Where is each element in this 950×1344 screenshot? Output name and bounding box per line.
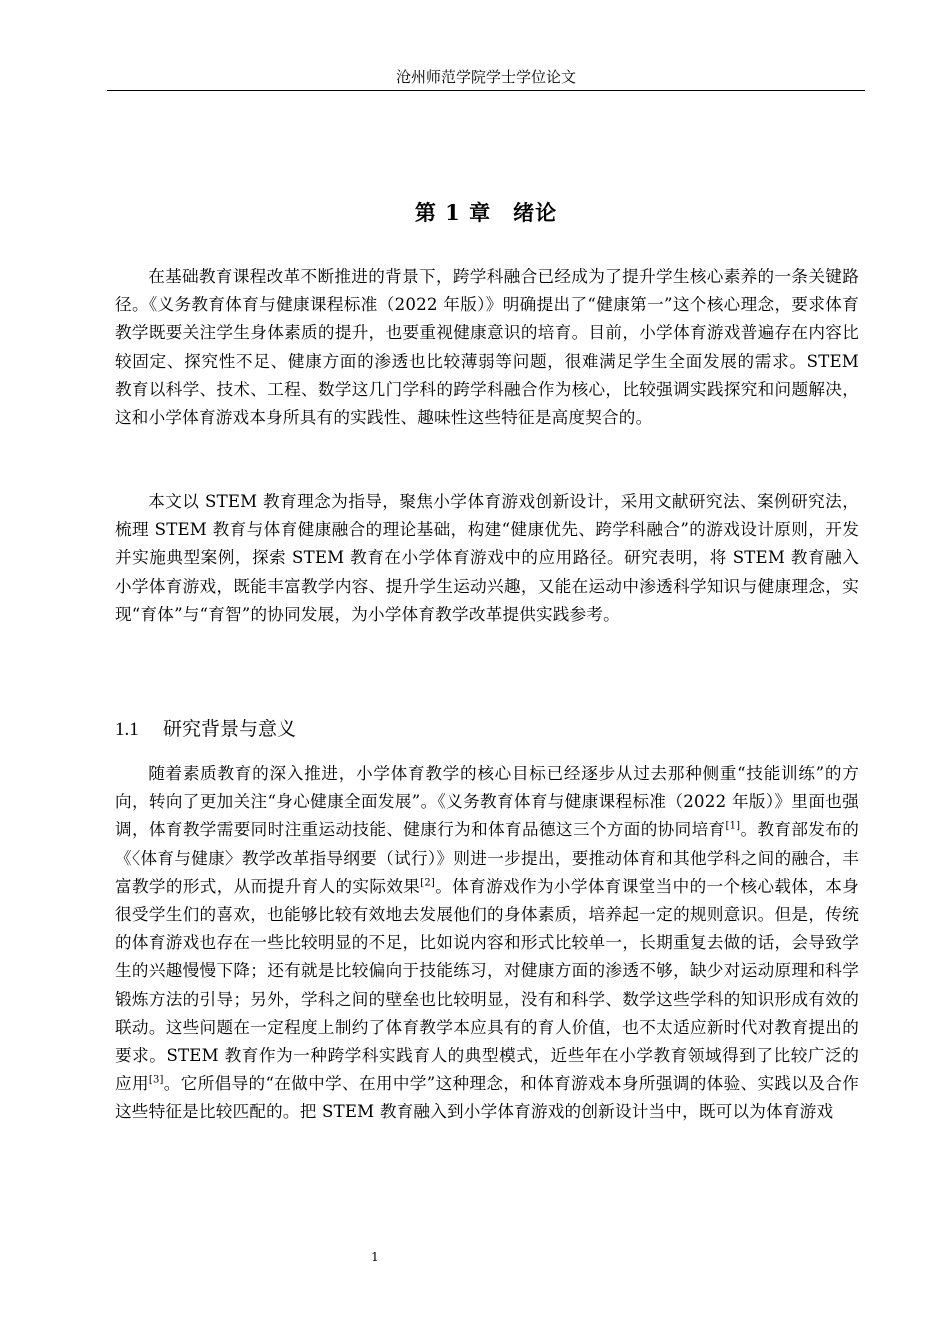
text-run: 。体育游戏作为小学体育课堂当中的一个核心载体，本身很受学生们的喜欢，也能够比较有效地去发展他们的身体素质，培养起一定的规则意识。但是，传统的体育游戏也存在一些比较明显的不足，比如说内容和形式比较单一，长期重复去做的话，会导致学生的兴趣慢慢下降；还有就是比较偏向于技能练习，对健康方面的渗透不够，缺少对运动原理和科学锻炼方法的引导；另外，学科之间的壁垒也比较明显，没有和科学、数学这些学科的知识形成有效的联动。这些问题在一定程度上制约了体育教学本应具有的育人价值，也不太适应新时代对教育提出的要求。STEM 教育作为一种跨学科实践育人的典型模式，近些年在小学教育领域得到了比较广泛的应用: [115, 876, 859, 1094]
section-title: 研究背景与意义: [163, 718, 297, 740]
intro-paragraph-1: 在基础教育课程改革不断推进的背景下，跨学科融合已经成为了提升学生核心素养的一条关键路径。《义务教育体育与健康课程标准（2022 年版）》明确提出了“健康第一”这个核心理念，要求体育教学既要关注学生身体素质的提升，也要重视健康意识的培育。目前，小学体育游戏普遍存在内容比较固定、探究性不足、健康方面的渗透也比较薄弱等问题，很难满足学生全面发展的需求。STEM 教育以科学、技术、工程、数学这几门学科的跨学科融合作为核心，比较强调实践探究和问题解决，这和小学体育游戏本身所具有的实践性、趣味性这些特征是高度契合的。: [115, 267, 859, 428]
header-rule: [107, 90, 865, 91]
citation-2[interactable]: [2]: [420, 877, 436, 889]
section-heading: [115, 715, 296, 744]
section-number: 1.1: [115, 719, 139, 740]
running-header: 沧州师范学院学士学位论文: [395, 68, 576, 86]
chapter-heading: [107, 198, 865, 228]
citation-1[interactable]: [1]: [725, 820, 741, 832]
text-run: 。教育部发布的《〈体育与健康〉教学改革指导纲要（试行）》则进一步提出，要推动体育和其他学科之间的融合，丰富教学的形式，从而提升育人的实际效果: [115, 820, 859, 896]
chapter-title: 绪论: [513, 200, 558, 225]
section-paragraph-1: [115, 760, 859, 1127]
intro-paragraph-2: 本文以 STEM 教育理念为指导，聚焦小学体育游戏创新设计，采用文献研究法、案例研究法，梳理 STEM 教育与体育健康融合的理论基础，构建“健康优先、跨学科融合”的游戏设计原则，开发并实施典型案例，探索 STEM 教育在小学体育游戏中的应用路径。研究表明，将 STEM 教育融入小学体育游戏，既能丰富教学内容、提升学生运动兴趣，又能在运动中渗透科学知识与健康理念，实现“育体”与“育智”的协同发展，为小学体育教学改革提供实践参考。: [115, 492, 859, 624]
page-number: 1: [371, 1250, 379, 1264]
text-run: 。它所倡导的“在做中学、在用中学”这种理念，和体育游戏本身所强调的体验、实践以及合作这些特征是比较匹配的。把 STEM 教育融入到小学体育游戏的创新设计当中，既可以为体育游戏: [115, 1074, 859, 1122]
chapter-number: 第 1 章: [414, 200, 492, 225]
text-run: 随着素质教育的深入推进，小学体育教学的核心目标已经逐步从过去那种侧重“技能训练”的方向，转向了更加关注“身心健康全面发展”。《义务教育体育与健康课程标准（2022 年版）》里面也强调，体育教学需要同时注重运动技能、健康行为和体育品德这三个方面的协同培育: [115, 764, 859, 840]
citation-3[interactable]: [3]: [148, 1074, 164, 1086]
